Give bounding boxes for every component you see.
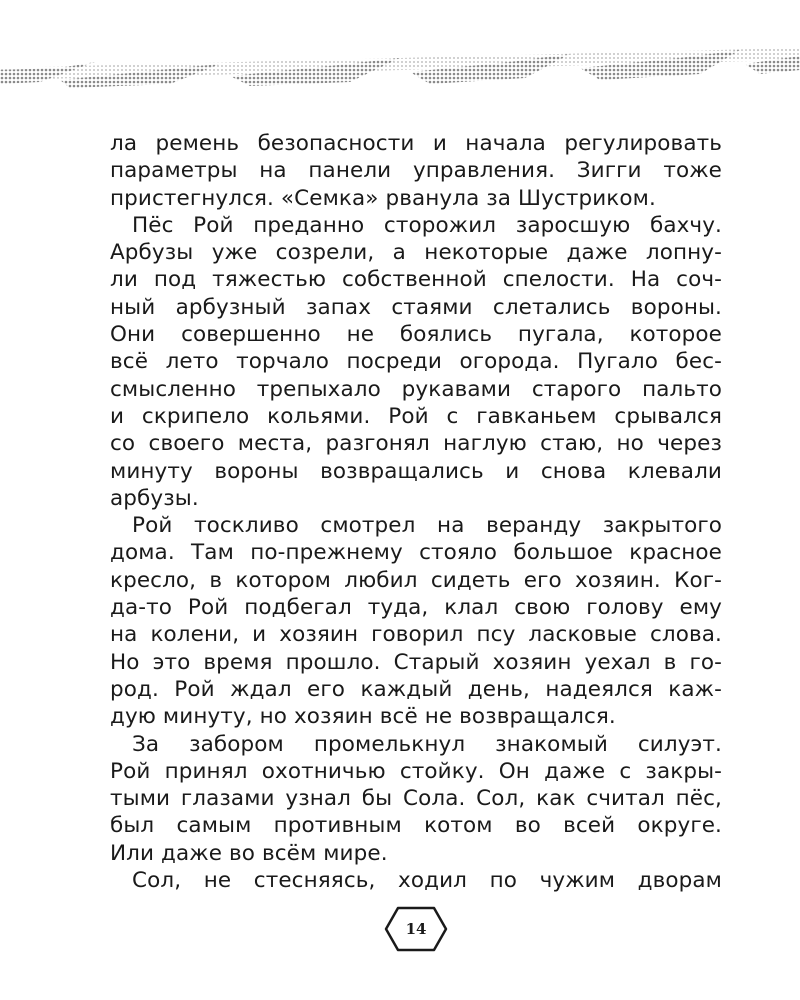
text-line: Пёс Рой преданно сторожил заросшую бахчу.: [132, 212, 722, 238]
text-line: Арбузы уже созрели, а некоторые даже лопну-: [110, 240, 722, 266]
text-line: был самым противным котом во всей округе.: [110, 813, 722, 839]
text-line: Но это время прошло. Старый хозяин уехал в го-: [110, 649, 722, 675]
text-line: арбузы.: [110, 485, 199, 511]
text-line: минуту вороны возвращались и снова клевали: [110, 458, 722, 484]
text-line: на колени, и хозяин говорил псу ласковые слова.: [110, 622, 722, 648]
text-line: За забором промелькнул знакомый силуэт.: [132, 731, 722, 757]
text-line: смысленно трепыхало рукавами старого пальто: [110, 376, 722, 402]
page-number: 14: [405, 920, 427, 938]
text-line: Они совершенно не боялись пугала, которое: [110, 322, 722, 348]
text-line: Или даже во всём мире.: [110, 840, 388, 866]
text-line: и скрипело кольями. Рой с гавканьем срывался: [110, 403, 722, 429]
text-line: Рой принял охотничью стойку. Он даже с закры-: [110, 758, 722, 784]
text-line: род. Рой ждал его каждый день, надеялся каж-: [110, 676, 722, 702]
text-line: кресло, в котором любил сидеть его хозяин. Ког-: [110, 567, 722, 593]
text-line: дую минуту, но хозяин всё не возвращался.: [110, 704, 616, 730]
text-line: Сол, не стесняясь, ходил по чужим дворам: [132, 868, 722, 894]
header-halftone-stripe: [0, 40, 800, 110]
text-line: ла ремень безопасности и начала регулировать: [110, 131, 722, 156]
text-line: со своего места, разгонял наглую стаю, но через: [110, 431, 722, 457]
text-line: дома. Там по-прежнему стояло большое красное: [110, 540, 722, 566]
text-line: тыми глазами узнал бы Сола. Сол, как считал пёс,: [110, 786, 722, 812]
text-line: Рой тоскливо смотрел на веранду закрытого: [132, 513, 722, 539]
text-line: ли под тяжестью собственной спелости. На соч-: [110, 267, 722, 293]
text-line: всё лето торчало посреди огорода. Пугало бес-: [110, 349, 722, 375]
text-line: пристегнулся. «Семка» рванула за Шустриком.: [110, 185, 656, 211]
text-line: ный арбузный запах стаями слетались вороны.: [110, 294, 722, 320]
body-text: [110, 130, 722, 894]
text-line: да-то Рой подбегал туда, клал свою голову ему: [110, 595, 722, 621]
text-line: параметры на панели управления. Зигги тоже: [110, 158, 722, 184]
